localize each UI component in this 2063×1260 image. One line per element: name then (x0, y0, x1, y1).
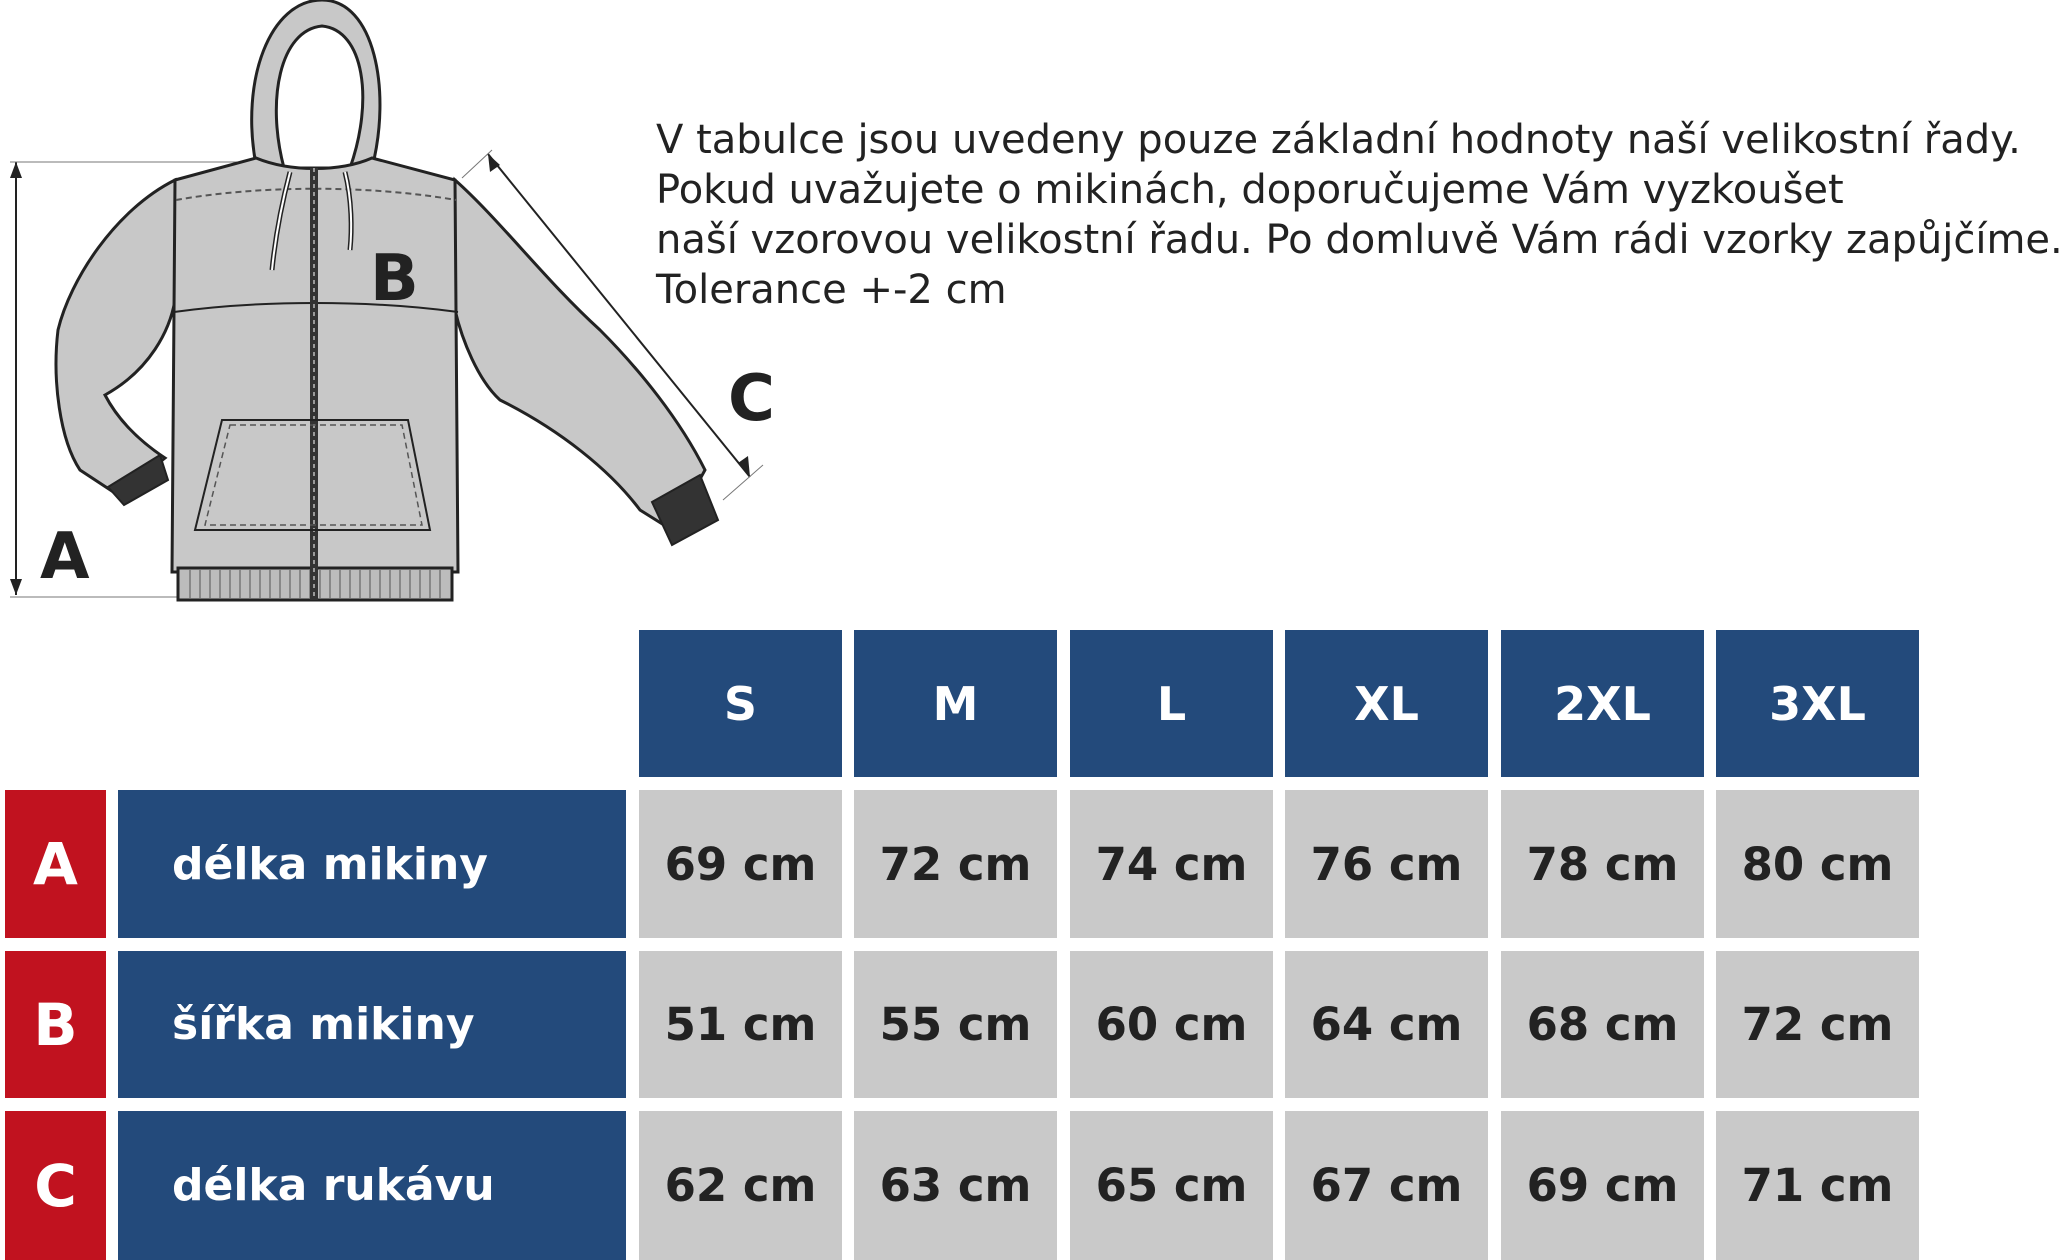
table-cell: 69 cm (1501, 1111, 1704, 1260)
note-line: Pokud uvažujete o mikinách, doporučujeme Vám vyzkoušet (656, 167, 1844, 213)
table-cell: 63 cm (854, 1111, 1057, 1260)
row-name-a: délka mikiny (118, 790, 626, 938)
table-cell: 78 cm (1501, 790, 1704, 938)
table-cell: 68 cm (1501, 951, 1704, 1098)
table-cell: 72 cm (854, 790, 1057, 938)
table-cell: 65 cm (1070, 1111, 1273, 1260)
note-line: naší vzorovou velikostní řadu. Po domluvě Vám rádi vzorky zapůjčíme. (656, 217, 2063, 263)
table-cell: 76 cm (1285, 790, 1488, 938)
size-header-m: M (854, 630, 1057, 777)
table-cell: 67 cm (1285, 1111, 1488, 1260)
measure-label-a: A (40, 520, 90, 594)
table-cell: 62 cm (639, 1111, 842, 1260)
size-header-3xl: 3XL (1716, 630, 1919, 777)
table-cell: 55 cm (854, 951, 1057, 1098)
table-cell: 74 cm (1070, 790, 1273, 938)
note-line: Tolerance +-2 cm (656, 267, 1007, 313)
table-cell: 71 cm (1716, 1111, 1919, 1260)
measure-label-b: B (370, 242, 419, 316)
row-name-c: délka rukávu (118, 1111, 626, 1260)
table-cell: 69 cm (639, 790, 842, 938)
table-cell: 72 cm (1716, 951, 1919, 1098)
table-cell: 51 cm (639, 951, 842, 1098)
table-cell: 60 cm (1070, 951, 1273, 1098)
row-letter-a: A (5, 790, 106, 938)
row-name-b: šířka mikiny (118, 951, 626, 1098)
size-header-2xl: 2XL (1501, 630, 1704, 777)
table-cell: 80 cm (1716, 790, 1919, 938)
row-letter-c: C (5, 1111, 106, 1260)
table-cell: 64 cm (1285, 951, 1488, 1098)
size-note (656, 115, 2063, 315)
row-letter-b: B (5, 951, 106, 1098)
measure-label-c: C (728, 362, 775, 436)
size-header-s: S (639, 630, 842, 777)
note-line: V tabulce jsou uvedeny pouze základní hodnoty naší velikostní řady. (656, 117, 2021, 163)
size-header-xl: XL (1285, 630, 1488, 777)
size-header-l: L (1070, 630, 1273, 777)
